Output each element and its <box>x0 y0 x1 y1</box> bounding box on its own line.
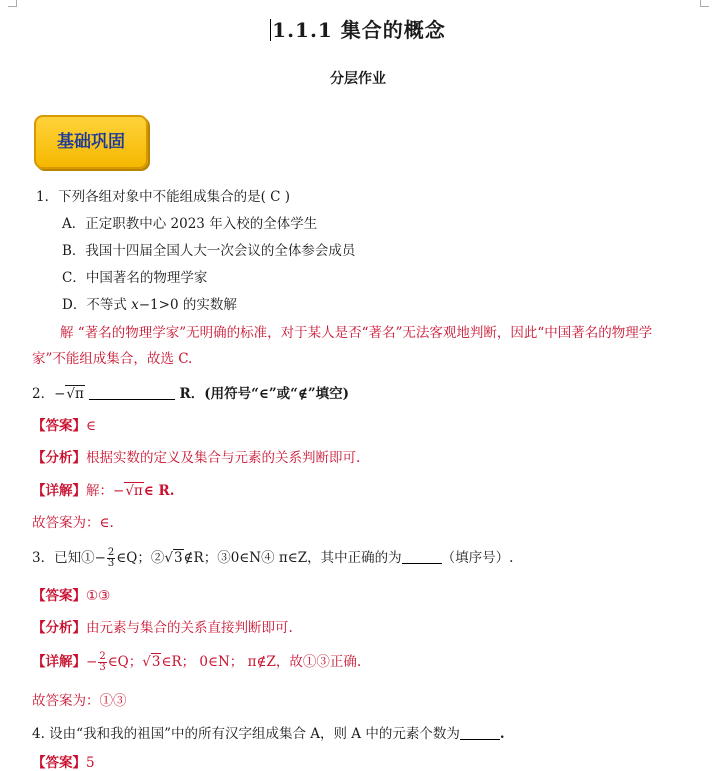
q2-detail-tag: 【详解】 <box>32 483 86 499</box>
q3-answer-value: ①③ <box>86 588 111 604</box>
q1-option-c: C．中国著名的物理学家 <box>62 270 208 286</box>
q2-pi: π <box>75 386 84 402</box>
section-badge: 基础巩固 <box>34 115 148 169</box>
q1-stem: 1．下列各组对象中不能组成集合的是( C ) <box>36 189 291 205</box>
q3-frac-den: 3 <box>107 558 115 569</box>
q1-d-prefix: D．不等式 <box>62 297 132 313</box>
q3-detail-part1: ∈Q； <box>107 654 143 670</box>
q3-part2: ∉R；③0∈N④ π∈Z，其中正确的为 <box>183 550 402 566</box>
q4-end: . <box>499 726 505 742</box>
q1-solution-line1: 解 “著名的物理学家”无明确的标准，对于某人是否“著名”无法客观地判断，因此“中国著名的物理学 <box>60 325 653 341</box>
q3-detail-tag: 【详解】 <box>32 654 86 670</box>
q2-analysis <box>32 446 360 466</box>
q3-part1: ∈Q；② <box>116 550 165 566</box>
q2-analysis-text: 根据实数的定义及集合与元素的关系判断即可. <box>86 450 361 466</box>
document-title <box>0 14 716 43</box>
q3-detail-sqrt3: 3 <box>151 654 161 670</box>
document-subtitle: 分层作业 <box>330 71 386 87</box>
q2-detail-pi: π <box>133 483 143 499</box>
q3-pre: 3．已知①− <box>32 550 106 566</box>
q3-detail-frac-den: 3 <box>99 662 106 673</box>
q2-analysis-tag: 【分析】 <box>32 450 86 466</box>
q2-num: 2．− <box>32 386 66 402</box>
title-text: 1.1.1 集合的概念 <box>272 18 446 42</box>
q3-analysis <box>32 616 293 636</box>
page-corner-right <box>700 0 709 7</box>
q2-detail-sqrt: √π <box>125 483 143 499</box>
q4-blank[interactable] <box>460 727 500 740</box>
q4-answer-tag: 【答案】 <box>32 755 86 771</box>
q2-detail-pre: 解：− <box>86 483 125 499</box>
q3-answer <box>32 584 110 604</box>
q3-answer-tag: 【答案】 <box>32 588 86 604</box>
q2-answer-tag: 【答案】 <box>32 418 86 434</box>
q2-stem <box>32 382 349 402</box>
q3-detail: 【详解】− $\frac{2}{3}$ ∈Q；√3∈R； 0∈N； π∉Z，故①③正确. <box>32 651 362 673</box>
q3-detail-fraction <box>98 652 106 673</box>
q2-sqrt: √π <box>66 386 84 402</box>
q2-detail-tail: ∈ R. <box>143 483 175 499</box>
q3-analysis-tag: 【分析】 <box>32 620 86 636</box>
q2-answer <box>32 414 96 434</box>
q3-fraction <box>107 548 115 569</box>
q1-d-var: x <box>131 297 139 313</box>
q3-final: 故答案为：①③ <box>32 693 127 709</box>
q1-option-a: A．正定职教中心 2023 年入校的全体学生 <box>62 216 318 232</box>
q3-analysis-text: 由元素与集合的关系直接判断即可. <box>86 620 293 636</box>
q1-solution-line2: 家”不能组成集合，故选 C. <box>32 351 193 367</box>
q1-d-suffix: −1>0 的实数解 <box>138 297 237 313</box>
q4-stem <box>32 722 505 742</box>
q2-final: 故答案为：∈. <box>32 515 114 531</box>
q2-answer-value: ∈ <box>86 418 96 434</box>
q3-blank[interactable] <box>402 551 442 564</box>
q1-option-b: B．我国十四届全国人大一次会议的全体参会成员 <box>62 243 356 259</box>
q3-stem: 3．已知①− $\frac{2}{3}$ ∈Q；②√3∉R；③0∈N④ π∈Z，其中正确的为 （填序号）. <box>32 547 514 569</box>
q4-answer <box>32 751 95 771</box>
q2-blank[interactable] <box>89 387 175 400</box>
q2-tail: R．(用符号“∈”或“∉”填空) <box>179 386 350 402</box>
page-corner-left <box>8 0 17 7</box>
q1-option-d <box>62 293 237 313</box>
q4-stem-text: 4. 设由“我和我的祖国”中的所有汉字组成集合 A，则 A 中的元素个数为 <box>32 726 460 742</box>
q3-detail-part2: ∈R； 0∈N； π∉Z，故①③正确. <box>161 654 362 670</box>
q3-tail: （填序号）. <box>441 550 514 566</box>
q3-detail-pre: − <box>86 654 98 670</box>
q2-detail <box>32 479 174 499</box>
q3-detail-frac-num: 2 <box>99 651 106 662</box>
q4-answer-value: 5 <box>86 755 95 771</box>
q3-frac-num: 2 <box>107 547 115 558</box>
q3-sqrt3: 3 <box>173 550 183 566</box>
